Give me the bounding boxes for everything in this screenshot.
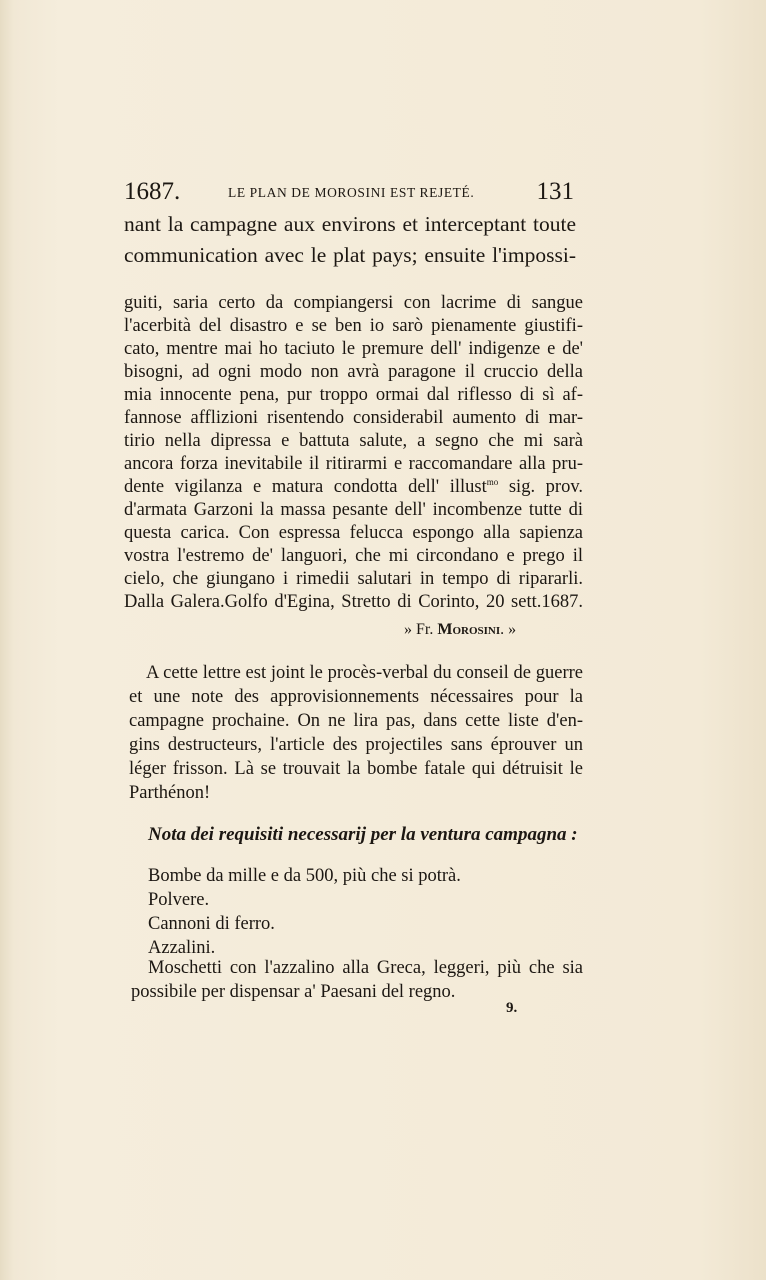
paragraph-line: A cette lettre est joint le procès-verbal du conseil de guerre	[146, 663, 583, 683]
letter-line: mia innocente pena, pur troppo ormai dal riflesso di sì af-	[124, 385, 583, 405]
letter-line: d'armata Garzoni la massa pesante dell' incombenze tutte di	[124, 500, 583, 520]
requirement-item: Bombe da mille e da 500, più che si potrà.	[148, 866, 461, 886]
letter-line	[124, 477, 583, 498]
letter-line: questa carica. Con espressa felucca espongo alla sapienza	[124, 523, 583, 543]
letter-line: guiti, saria certo da compiangersi con lacrime di sangue	[124, 293, 583, 313]
signature-mark: 9.	[506, 1000, 518, 1016]
french-intro-line: nant la campagne aux environs et interceptant toute	[124, 212, 576, 236]
letter-line: cielo, che giungano i rimedii salutari in tempo di ripararli.	[124, 569, 583, 589]
letter-line: Dalla Galera.Golfo d'Egina, Stretto di Corinto, 20 sett.1687.	[124, 592, 583, 612]
requirement-item: Cannoni di ferro.	[148, 914, 275, 934]
letter-signature: » Fr. Morosini. »	[404, 621, 517, 638]
paragraph-line: léger frisson. Là se trouvait la bombe fatale qui détruisit le	[129, 759, 583, 779]
paragraph-line: gins destructeurs, l'article des projectiles sans éprouver un	[129, 735, 583, 755]
paragraph-line: et une note des approvisionnements nécessaires pour la	[129, 687, 583, 707]
letter-line: cato, mentre mai ho taciuto le premure dell' indigenze e de'	[124, 339, 583, 359]
page-number: 131	[536, 178, 574, 205]
requirement-item: Azzalini.	[148, 938, 216, 958]
letter-line: fannose afflizioni risentendo considerabil aumento di mar-	[124, 408, 583, 428]
running-header	[124, 178, 574, 208]
letter-line: vostra l'estremo de' languori, che mi circondano e prego il	[124, 546, 583, 566]
letter-line: bisogni, ad ogni modo non avrà paragone il cruccio della	[124, 362, 583, 382]
superscript-abbrev: mo	[486, 477, 499, 487]
letter-line: ancora forza inevitabile il ritirarmi e raccomandare alla pru-	[124, 454, 583, 474]
letter-line: tirio nella dipressa e battuta salute, a segno che mi sarà	[124, 431, 583, 451]
requirement-continuation: possibile per dispensar a' Paesani del regno.	[131, 982, 456, 1002]
letter-text: sig. prov.	[498, 477, 583, 497]
french-intro-line: communication avec le plat pays; ensuite l'impossi-	[124, 243, 576, 267]
header-year: 1687.	[124, 178, 181, 205]
requirement-item: Polvere.	[148, 890, 210, 910]
requirement-item: Moschetti con l'azzalino alla Greca, leggeri, più che sia	[148, 958, 583, 978]
header-title: LE PLAN DE MOROSINI EST REJETÉ.	[228, 185, 475, 200]
paragraph-line: campagne prochaine. On ne lira pas, dans cette liste d'en-	[129, 711, 583, 731]
paragraph-line: Parthénon!	[129, 783, 211, 803]
letter-line: l'acerbità del disastro e se ben io sarò pienamente giustifi-	[124, 316, 583, 336]
letter-text: dente vigilanza e matura condotta dell' illust	[124, 477, 487, 497]
note-heading: Nota dei requisiti necessarij per la ventura campagna :	[148, 824, 578, 845]
